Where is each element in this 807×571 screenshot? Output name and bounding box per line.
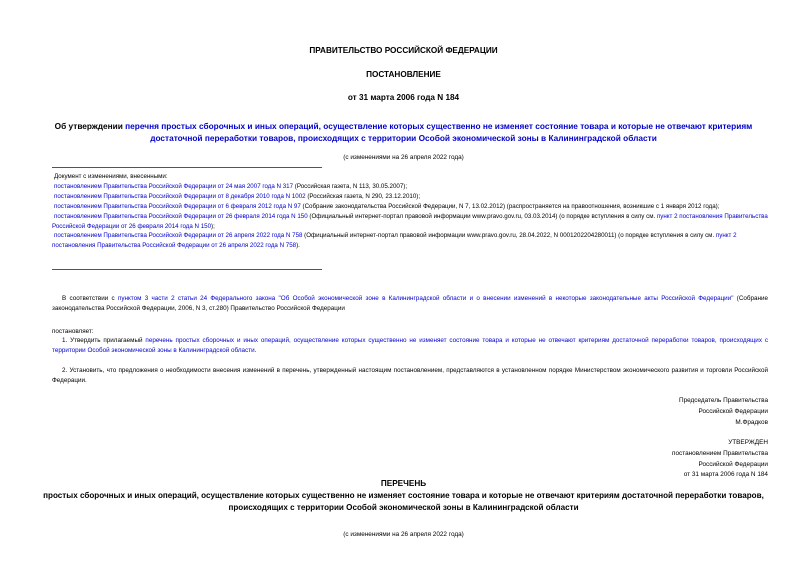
document-type: ПОСТАНОВЛЕНИЕ: [366, 70, 441, 79]
change-text-2: (Российская газета, N 290, 23.12.2010);: [305, 192, 421, 200]
signature-org: Российской Федерации: [698, 407, 768, 415]
divider-top: [52, 167, 322, 168]
clause-1-prefix: 1. Утвердить прилагаемый: [62, 337, 146, 344]
change-text-3: (Собрание законодательства Российской Федерации, N 7, 13.02.2012) (распространяется на правоотношения, возникшие с 1 января 2012 года);: [300, 202, 720, 210]
approval-title: УТВЕРЖДЕН: [728, 439, 768, 446]
list-edition-note: (с изменениями на 26 апреля 2022 года): [343, 531, 464, 538]
preamble-prefix: В соответствии с: [62, 295, 118, 302]
list-subtitle: простых сборочных и иных операций, осуществление которых существенно не изменяет состояние товара и которые не отвечают критериям достаточной переработки товаров, происходящих с территории Особой экономической зоны в Калининградской области: [43, 491, 764, 512]
government-heading: ПРАВИТЕЛЬСТВО РОССИЙСКОЙ ФЕДЕРАЦИИ: [309, 46, 498, 55]
change-item: [52, 212, 768, 232]
changes-intro: Документ с изменениями, внесенными:: [54, 173, 168, 180]
change-link-2[interactable]: постановлением Правительства Российской Федерации от 8 декабря 2010 года N 1002: [54, 192, 306, 200]
change-text-1: (Российская газета, N 113, 30.05.2007);: [293, 182, 408, 190]
change-link-4[interactable]: постановлением Правительства Российской Федерации от 26 февраля 2014 года N 150: [54, 212, 308, 220]
change-text-5: (Официальный интернет-портал правовой информации www.pravo.gov.ru, 28.04.2022, N 0001202204280011) (о порядке вступления в силу см.: [302, 232, 716, 240]
signature-block: [679, 396, 768, 428]
preamble-tail: (Собрание законодательства Российской Федерации, 2006, N 3, ст.280) Правительство Российской Федерации: [52, 295, 768, 312]
change-item: [52, 192, 768, 202]
change-tail-5: ).: [296, 242, 300, 250]
signature-name: М.Фрадков: [735, 418, 768, 426]
signature-position: Председатель Правительства: [679, 397, 768, 404]
divider-bottom: [52, 269, 322, 270]
document-subject: [40, 121, 767, 144]
change-link-5b[interactable]: пункт 2 постановления Правительства Российской Федерации от 26 апреля 2022 года N 758: [52, 232, 737, 250]
change-item: [52, 182, 768, 192]
clause-2: 2. Установить, что предложения о необходимости внесения изменений в перечень, утвержденный настоящим постановлением, представляются в установленном порядке Министерством экономического развития и торговли Российской Федерации.: [52, 367, 768, 384]
list-link[interactable]: перечень простых сборочных и иных операций, осуществление которых существенно не изменяет состояние товара и которые не отвечают критериям достаточной переработки товаров, происходящих с территории Особой экономической зоны в Калининградской области: [52, 337, 768, 354]
change-link-4b[interactable]: пункт 2 постановления Правительства Российской Федерации от 26 февраля 2014 года N 150: [52, 212, 768, 230]
document-date-number: от 31 марта 2006 года N 184: [347, 93, 460, 102]
edition-note: (с изменениями на 26 апреля 2022 года): [343, 154, 464, 161]
list-title: ПЕРЕЧЕНЬ: [380, 479, 427, 488]
clause-1-tail: .: [254, 347, 257, 354]
change-item: [52, 202, 768, 212]
approval-line-3: Российской Федерации: [698, 460, 768, 468]
resolves-label: постановляет:: [52, 328, 94, 335]
change-link-1[interactable]: постановлением Правительства Российской Федерации от 24 мая 2007 года N 317: [54, 182, 294, 190]
subject-link[interactable]: перечня простых сборочных и иных операций, осуществление которых существенно не изменяет состояние товара и которые не отвечают критериям достаточной переработки товаров, происходящих с территории Особой экономической зоны в Калининградской области: [125, 121, 753, 143]
clause-1: [52, 336, 768, 356]
changes-block: [52, 172, 768, 251]
approval-line-4: от 31 марта 2006 года N 184: [683, 471, 768, 479]
change-link-5[interactable]: постановлением Правительства Российской Федерации от 26 апреля 2022 года N 758: [54, 232, 303, 240]
preamble-paragraph: [52, 294, 768, 314]
change-text-4: (Официальный интернет-портал правовой информации www.pravo.gov.ru, 03.03.2014) (о порядке вступления в силу см.: [307, 212, 657, 220]
change-tail-4: );: [211, 222, 215, 230]
change-link-3[interactable]: постановлением Правительства Российской Федерации от 6 февраля 2012 года N 97: [54, 202, 301, 210]
approval-block: [672, 438, 768, 481]
approval-line-2: постановлением Правительства: [672, 449, 768, 457]
subject-prefix: Об утверждении: [54, 121, 126, 131]
change-item: [52, 231, 768, 251]
law-link[interactable]: пунктом 3 части 2 статьи 24 Федерального закона "Об Особой экономической зоне в Калининградской области и о внесении изменений в некоторые законодательные акты Российской Федерации": [117, 295, 734, 302]
